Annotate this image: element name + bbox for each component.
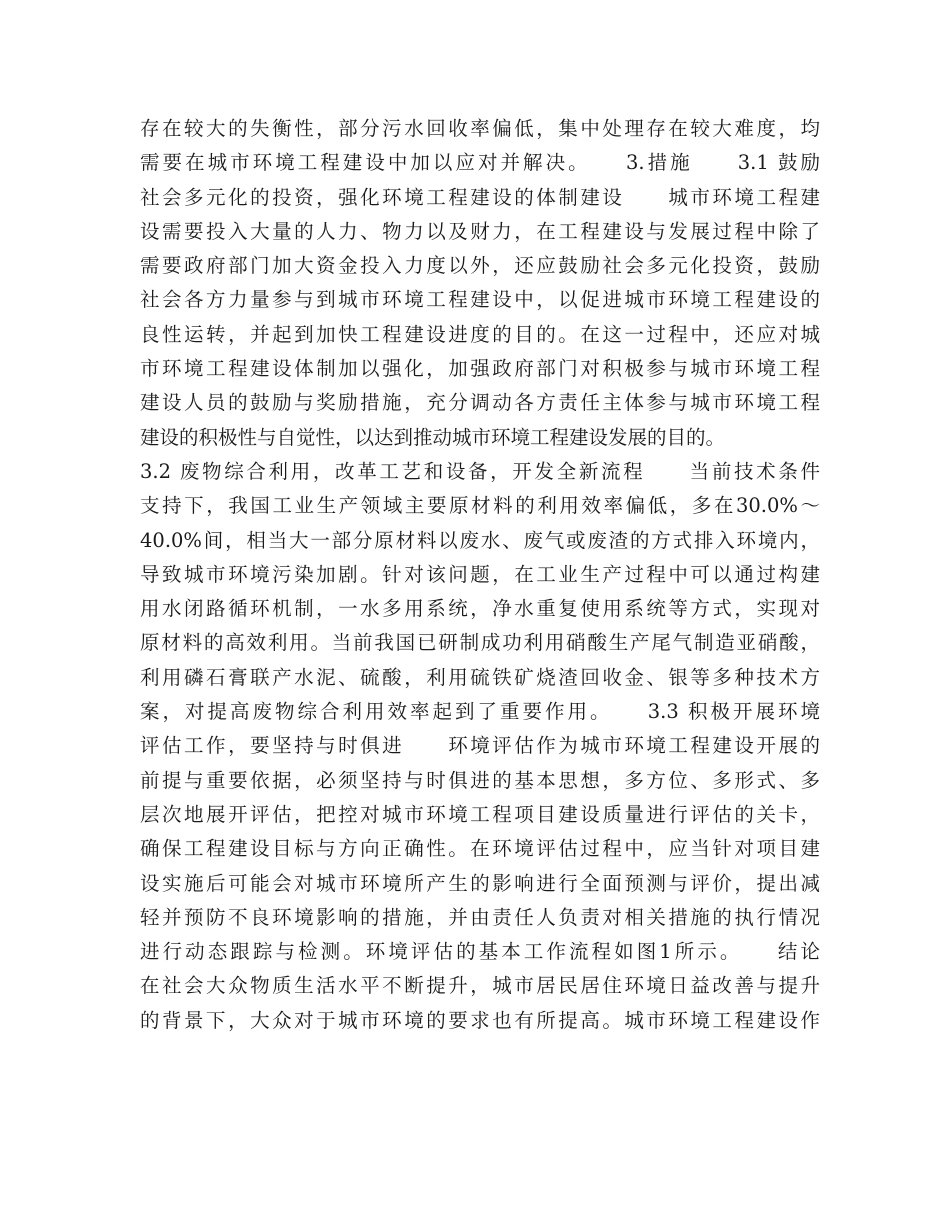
text-line: 需要在城市环境工程建设中加以应对并解决。 3.措施 3.1 鼓励 <box>140 151 820 175</box>
text-line: 设实施后可能会对城市环境所产生的影响进行全面预测与评价，提出减 <box>140 871 820 895</box>
text-line: 需要政府部门加大资金投入力度以外，还应鼓励社会多元化投资，鼓励 <box>140 254 820 278</box>
text-line: 支持下，我国工业生产领域主要原材料的利用效率偏低，多在30.0%～ <box>140 494 820 518</box>
text-line: 存在较大的失衡性，部分污水回收率偏低，集中处理存在较大难度，均 <box>140 117 820 140</box>
text-line: 40.0%间，相当大一部分原材料以废水、废气或废渣的方式排入环境内， <box>140 528 820 552</box>
text-line: 前提与重要依据，必须坚持与时俱进的基本思想，多方位、多形式、多 <box>140 768 820 792</box>
text-line: 建设的积极性与自觉性，以达到推动城市环境工程建设发展的目的。 <box>140 425 726 449</box>
text-line: 进行动态跟踪与检测。环境评估的基本工作流程如图1所示。 结论 <box>140 940 820 964</box>
text-line: 确保工程建设目标与方向正确性。在环境评估过程中，应当针对项目建 <box>140 837 820 861</box>
text-line: 社会各方力量参与到城市环境工程建设中，以促进城市环境工程建设的 <box>140 288 820 312</box>
text-line: 3.2 废物综合利用，改革工艺和设备，开发全新流程 当前技术条件 <box>140 459 820 483</box>
text-line: 原材料的高效利用。当前我国已研制成功利用硝酸生产尾气制造亚硝酸， <box>140 631 820 655</box>
body-text <box>140 112 820 1038</box>
text-line: 轻并预防不良环境影响的措施，并由责任人负责对相关措施的执行情况 <box>140 905 820 929</box>
text-line: 良性运转，并起到加快工程建设进度的目的。在这一过程中，还应对城 <box>140 322 820 346</box>
text-line: 评估工作，要坚持与时俱进 环境评估作为城市环境工程建设开展的 <box>140 734 820 758</box>
text-line: 建设人员的鼓励与奖励措施，充分调动各方责任主体参与城市环境工程 <box>140 391 820 415</box>
text-line: 设需要投入大量的人力、物力以及财力，在工程建设与发展过程中除了 <box>140 219 820 243</box>
text-line: 层次地展开评估，把控对城市环境工程项目建设质量进行评估的关卡， <box>140 802 820 826</box>
text-line: 市环境工程建设体制加以强化，加强政府部门对积极参与城市环境工程 <box>140 357 820 381</box>
text-line: 案，对提高废物综合利用效率起到了重要作用。 3.3 积极开展环境 <box>140 700 820 724</box>
text-line: 用水闭路循环机制，一水多用系统，净水重复使用系统等方式，实现对 <box>140 597 820 621</box>
text-line: 利用磷石膏联产水泥、硫酸，利用硫铁矿烧渣回收金、银等多种技术方 <box>140 665 820 689</box>
text-line: 的背景下，大众对于城市环境的要求也有所提高。城市环境工程建设作 <box>140 1008 820 1032</box>
text-line: 社会多元化的投资，强化环境工程建设的体制建设 城市环境工程建 <box>140 185 820 209</box>
text-line: 在社会大众物质生活水平不断提升，城市居民居住环境日益改善与提升 <box>140 974 820 998</box>
text-line: 导致城市环境污染加剧。针对该问题，在工业生产过程中可以通过构建 <box>140 562 820 586</box>
